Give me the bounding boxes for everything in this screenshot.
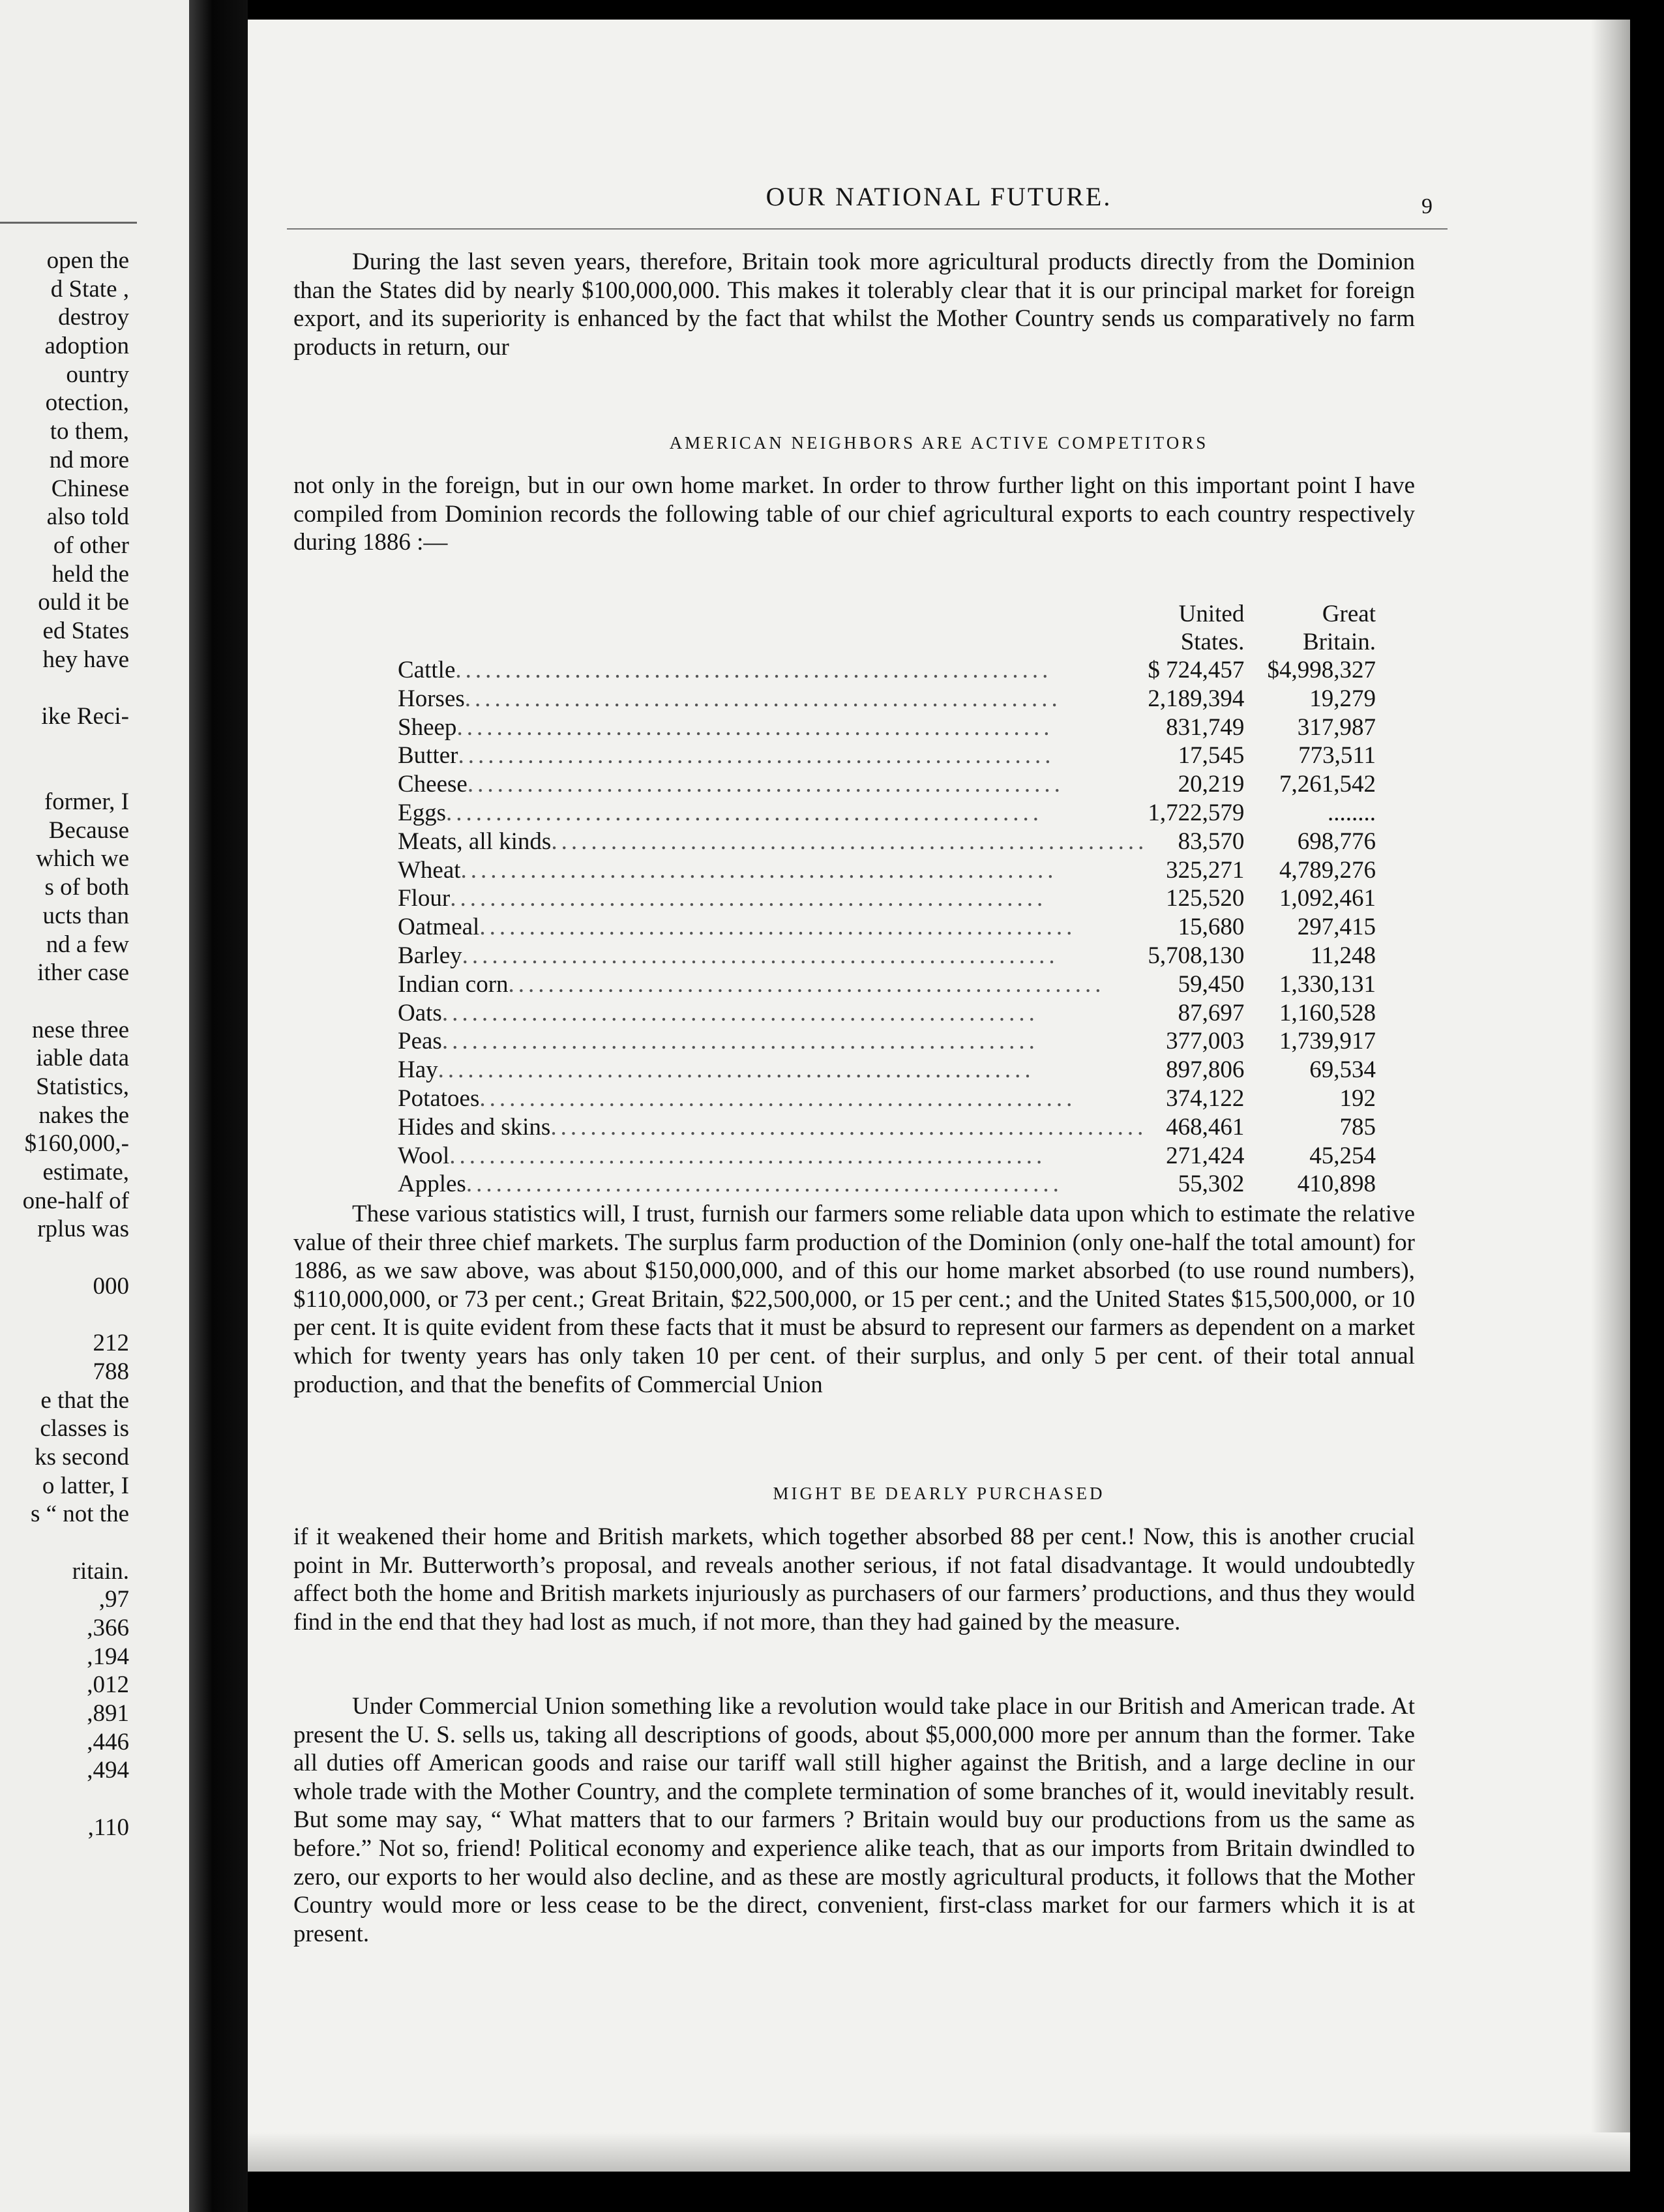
dot-leader: ............................................................ — [458, 742, 1055, 770]
item-name: Oatmeal — [398, 914, 480, 941]
table-cell-gb: 7,261,542 — [1279, 771, 1376, 798]
item-name: Flour — [398, 885, 451, 912]
left-page-line: nd more — [49, 446, 129, 473]
table-cell-item — [398, 913, 1148, 942]
item-name: Wheat — [398, 856, 461, 884]
dot-leader: ............................................................ — [460, 856, 1058, 884]
left-page-rule — [0, 222, 137, 224]
table-cell-us: 374,122 — [1166, 1084, 1245, 1112]
left-page-line: ,194 — [87, 1643, 129, 1670]
table-cell-us: 5,708,130 — [1148, 942, 1245, 969]
table-cell-us: 271,424 — [1166, 1142, 1245, 1169]
table-cell-gb: 297,415 — [1297, 914, 1376, 941]
table-cell-us: 468,461 — [1166, 1113, 1245, 1141]
left-page-line: ould it be — [38, 589, 129, 616]
left-page-line — [0, 731, 129, 760]
table-row — [398, 1027, 1415, 1056]
dot-leader: ............................................................ — [449, 1142, 1047, 1169]
item-name: Cattle — [398, 657, 456, 683]
left-page-line: ,110 — [87, 1814, 129, 1841]
left-page-line: estimate, — [42, 1159, 129, 1186]
dot-leader: ............................................................ — [441, 999, 1039, 1026]
left-page-line: ,446 — [87, 1728, 129, 1756]
item-name: Wool — [398, 1142, 450, 1169]
left-page-line: s of both — [44, 874, 129, 901]
table-cell-item — [398, 1056, 1148, 1084]
page-number: 9 — [1421, 194, 1433, 218]
table-cell-us: $ 724,457 — [1148, 657, 1245, 683]
table-row — [398, 1084, 1415, 1113]
table-cell-us: 831,749 — [1166, 713, 1245, 741]
left-page-line: ,494 — [87, 1757, 129, 1784]
table-row — [398, 656, 1415, 685]
item-name: Oats — [398, 999, 442, 1026]
table-cell-us: 897,806 — [1166, 1056, 1245, 1084]
table-cell-us: 1,722,579 — [1148, 799, 1245, 826]
left-page-line: ,366 — [87, 1615, 129, 1641]
dot-leader: ............................................................ — [479, 1084, 1077, 1112]
left-page-line: rplus was — [37, 1216, 129, 1243]
table-cell-gb: 19,279 — [1309, 685, 1376, 712]
left-page-line: ither case — [37, 959, 129, 987]
left-page-line: d State , — [50, 275, 129, 303]
table-row — [398, 770, 1415, 799]
table-cell-us: 125,520 — [1166, 885, 1245, 912]
table-header-us: United States. — [1178, 601, 1245, 655]
table-cell-us: 325,271 — [1166, 856, 1245, 884]
table-cell-item — [398, 741, 1148, 770]
left-page-line: ountry — [66, 361, 129, 388]
table-cell-item — [398, 1142, 1148, 1171]
table-body — [398, 656, 1415, 1199]
left-page-line — [0, 759, 129, 788]
section-heading-competitors: AMERICAN NEIGHBORS ARE ACTIVE COMPETITORS — [669, 433, 1209, 453]
table-cell-us: 59,450 — [1178, 970, 1245, 998]
table-row — [398, 1142, 1415, 1171]
table-cell-gb: 45,254 — [1309, 1142, 1376, 1169]
left-page-line — [0, 1244, 129, 1272]
paragraph-1: During the last seven years, therefore, Britain took more agricultural products directly from the Dominion than the States did by nearly $100,000,000. This makes it tolerably clear that it is our principal market for foreign export, and its superiority is enhanced by the fact that whilst the Mother Country sends us comparatively no farm products in return, our — [293, 248, 1415, 361]
item-name: Sheep — [398, 713, 457, 741]
table-cell-gb: 1,330,131 — [1279, 970, 1376, 998]
book-gutter — [189, 0, 248, 2212]
dot-leader: ............................................................ — [456, 713, 1054, 741]
dot-leader: ............................................................ — [508, 970, 1105, 998]
table-cell-gb: $4,998,327 — [1267, 657, 1376, 683]
left-page-line: ,891 — [87, 1700, 129, 1727]
section-heading-dearly-purchased: MIGHT BE DEARLY PURCHASED — [773, 1484, 1105, 1503]
dot-leader: ............................................................ — [462, 942, 1059, 969]
table-row — [398, 913, 1415, 942]
table-cell-us: 2,189,394 — [1148, 685, 1245, 712]
paragraph-3: These various statistics will, I trust, furnish our farmers some reliable data upon which to estimate the relative value of their three chief markets. The surplus farm production of the Dominion (only one-half the total amount) for 1886, as we saw above, was about $150,000,000, and of this our home market absorbed (to use round numbers), $110,000,000, or 73 per cent.; Great Britain, $22,500,000, or 15 per cent.; and the United States $15,500,000, or 10 per cent. It is quite evident from these facts that it must be absurd to represent our farmers as dependent on a market which for twenty years has only taken 10 per cent. of their surplus, and only 5 per cent. of their total annual production, and that the benefits of Commercial Union — [293, 1201, 1415, 1398]
dot-leader: ............................................................ — [446, 799, 1043, 826]
left-page-line: e that the — [40, 1386, 129, 1414]
left-page-line — [0, 1785, 129, 1814]
left-page-line: to them, — [50, 418, 129, 445]
left-page-line: nese three — [32, 1016, 129, 1043]
table-cell-item — [398, 770, 1148, 799]
exports-table — [398, 600, 1415, 1199]
item-name: Eggs — [398, 799, 446, 826]
table-cell-gb: 69,534 — [1309, 1056, 1376, 1084]
table-header-item — [398, 600, 1148, 656]
table-cell-gb: 317,987 — [1297, 713, 1376, 741]
left-page-line: ritain. — [72, 1557, 129, 1585]
table-row — [398, 828, 1415, 856]
dot-leader: ............................................................ — [450, 885, 1047, 912]
table-cell-gb: 698,776 — [1297, 828, 1376, 855]
left-page-line: 000 — [93, 1272, 129, 1300]
left-page-line: adoption — [44, 333, 129, 360]
item-name: Indian corn — [398, 970, 509, 998]
left-page-line: destroy — [58, 304, 129, 331]
left-page-text — [0, 247, 129, 1842]
paragraph-5: Under Commercial Union something like a revolution would take place in our British and American trade. At present the U. S. sells us, taking all descriptions of goods, about $5,000,000 more per annum than the former. Take all duties off American goods and raise our tariff wall still higher against the British, and a large decline in our whole trade with the Mother Country, and the complete termination of some branches of it, would inevitably result. But some may say, “ What matters that to our farmers ? Britain would buy our productions from us the same as before.” Not so, friend! Political economy and experience alike teach, that as our imports from Britain dwindled to zero, our exports to her would also decline, and as these are mostly agricultural products, it follows that the Mother Country would more or less cease to be the direct, convenient, first-class market for our farmers which it is at present. — [293, 1693, 1415, 1947]
table-cell-item — [398, 856, 1148, 885]
left-page-line: hey have — [42, 646, 129, 673]
table-cell-us: 20,219 — [1178, 771, 1245, 798]
table-cell-gb: 11,248 — [1310, 942, 1376, 969]
table-row — [398, 1113, 1415, 1142]
table-row — [398, 741, 1415, 770]
left-page-line — [0, 1300, 129, 1329]
dot-leader: ............................................................ — [466, 1171, 1063, 1198]
left-page-line: $160,000,- — [24, 1130, 129, 1158]
paragraph-2: not only in the foreign, but in our own home market. In order to throw further light on this important point I have compiled from Dominion records the following table of our chief agricultural exports to each country respectively during 1886 :— — [293, 472, 1415, 556]
item-name: Potatoes — [398, 1084, 480, 1112]
left-page-line: ,012 — [87, 1671, 129, 1699]
table-cell-gb: ........ — [1328, 799, 1376, 826]
table-row — [398, 713, 1415, 742]
table-row — [398, 970, 1415, 999]
table-cell-us: 87,697 — [1178, 999, 1245, 1026]
dot-leader: ............................................................ — [464, 685, 1062, 712]
table-cell-gb: 1,092,461 — [1279, 885, 1376, 912]
dot-leader: ............................................................ — [441, 1028, 1039, 1055]
table-cell-us: 377,003 — [1166, 1028, 1245, 1055]
table-row — [398, 856, 1415, 885]
left-page-line: held the — [52, 560, 129, 588]
dot-leader: ............................................................ — [479, 914, 1077, 941]
left-page-line: s “ not the — [30, 1501, 129, 1528]
main-page — [248, 20, 1630, 2172]
table-header-gb: Great Britain. — [1302, 601, 1376, 655]
left-page-line: classes is — [40, 1415, 129, 1442]
table-cell-gb: 1,160,528 — [1279, 999, 1376, 1026]
left-page-line: iable data — [36, 1045, 129, 1072]
left-page-line: ks second — [35, 1443, 129, 1471]
table-row — [398, 999, 1415, 1028]
item-name: Meats, all kinds — [398, 828, 552, 855]
left-page-line: 212 — [93, 1330, 129, 1357]
left-page-line: o latter, I — [42, 1472, 129, 1499]
table-cell-item — [398, 1027, 1148, 1056]
table-cell-item — [398, 1170, 1148, 1199]
paragraph-4: if it weakened their home and British markets, which together absorbed 88 per cent.! Now, this is another crucial point in Mr. Butterworth’s proposal, and reveals another serious, if not fatal disadvantage. It would undoubtedly affect both the home and British markets injuriously as purchasers of our farmers’ productions, and thus they would find in the end that they had lost as much, if not more, than they had gained by the measure. — [293, 1523, 1415, 1636]
item-name: Butter — [398, 742, 458, 770]
left-page-line — [0, 1529, 129, 1557]
left-page-line: ike Reci- — [41, 703, 129, 730]
table-cell-item — [398, 970, 1148, 999]
dot-leader: ............................................................ — [455, 657, 1052, 683]
table-cell-us: 83,570 — [1178, 828, 1245, 855]
dot-leader: ............................................................ — [551, 828, 1148, 855]
item-name: Apples — [398, 1171, 466, 1198]
table-cell-gb: 4,789,276 — [1279, 856, 1376, 884]
left-page-line: former, I — [44, 788, 129, 816]
left-page-line: nd a few — [46, 931, 129, 958]
dot-leader: ............................................................ — [438, 1056, 1035, 1084]
table-row — [398, 799, 1415, 828]
left-page-line: ed States — [42, 617, 129, 644]
left-page-line: ,97 — [98, 1586, 129, 1613]
table-cell-gb: 773,511 — [1298, 742, 1376, 770]
table-cell-item — [398, 942, 1148, 970]
left-page-line: Statistics, — [36, 1073, 129, 1100]
item-name: Cheese — [398, 771, 468, 798]
table-cell-us: 15,680 — [1178, 914, 1245, 941]
table-cell-item — [398, 1084, 1148, 1113]
left-page-line: nakes the — [38, 1101, 129, 1129]
table-header-row — [398, 600, 1415, 656]
table-row — [398, 942, 1415, 970]
left-page-line: Because — [48, 816, 129, 844]
left-page-line — [0, 987, 129, 1016]
item-name: Horses — [398, 685, 465, 712]
table-cell-gb: 192 — [1339, 1084, 1376, 1112]
table-cell-item — [398, 999, 1148, 1028]
table-cell-item — [398, 884, 1148, 913]
table-row — [398, 884, 1415, 913]
table-cell-gb: 410,898 — [1297, 1171, 1376, 1198]
left-page-line: also told — [46, 503, 129, 531]
left-facing-page — [0, 0, 189, 2212]
header-rule — [287, 228, 1448, 230]
table-row — [398, 685, 1415, 713]
table-cell-gb: 1,739,917 — [1279, 1028, 1376, 1055]
item-name: Hay — [398, 1056, 438, 1084]
left-page-line: one-half of — [22, 1187, 129, 1214]
table-cell-item — [398, 828, 1148, 856]
table-row — [398, 1170, 1415, 1199]
table-row — [398, 1056, 1415, 1084]
left-page-line: Chinese — [51, 475, 129, 502]
item-name: Peas — [398, 1028, 442, 1055]
table-cell-item — [398, 685, 1148, 713]
left-page-line: otection, — [45, 389, 129, 417]
table-cell-us: 17,545 — [1178, 742, 1245, 770]
dot-leader: ............................................................ — [467, 771, 1064, 798]
table-cell-gb: 785 — [1339, 1113, 1376, 1141]
left-page-line: which we — [36, 845, 129, 873]
dot-leader: ............................................................ — [550, 1113, 1148, 1141]
table-cell-item — [398, 799, 1148, 828]
item-name: Barley — [398, 942, 462, 969]
table-cell-item — [398, 656, 1148, 685]
running-head: OUR NATIONAL FUTURE. — [765, 182, 1112, 211]
left-page-line: ucts than — [42, 902, 129, 929]
left-page-line: of other — [53, 531, 129, 559]
table-cell-item — [398, 1113, 1148, 1142]
page-edge — [1591, 20, 1630, 2172]
left-page-line: 788 — [93, 1358, 129, 1385]
item-name: Hides and skins — [398, 1113, 551, 1141]
page-bottom-edge — [248, 2132, 1630, 2172]
left-page-line — [0, 674, 129, 702]
table-cell-item — [398, 713, 1148, 742]
left-page-line: open the — [46, 247, 129, 274]
table-cell-us: 55,302 — [1178, 1171, 1245, 1198]
